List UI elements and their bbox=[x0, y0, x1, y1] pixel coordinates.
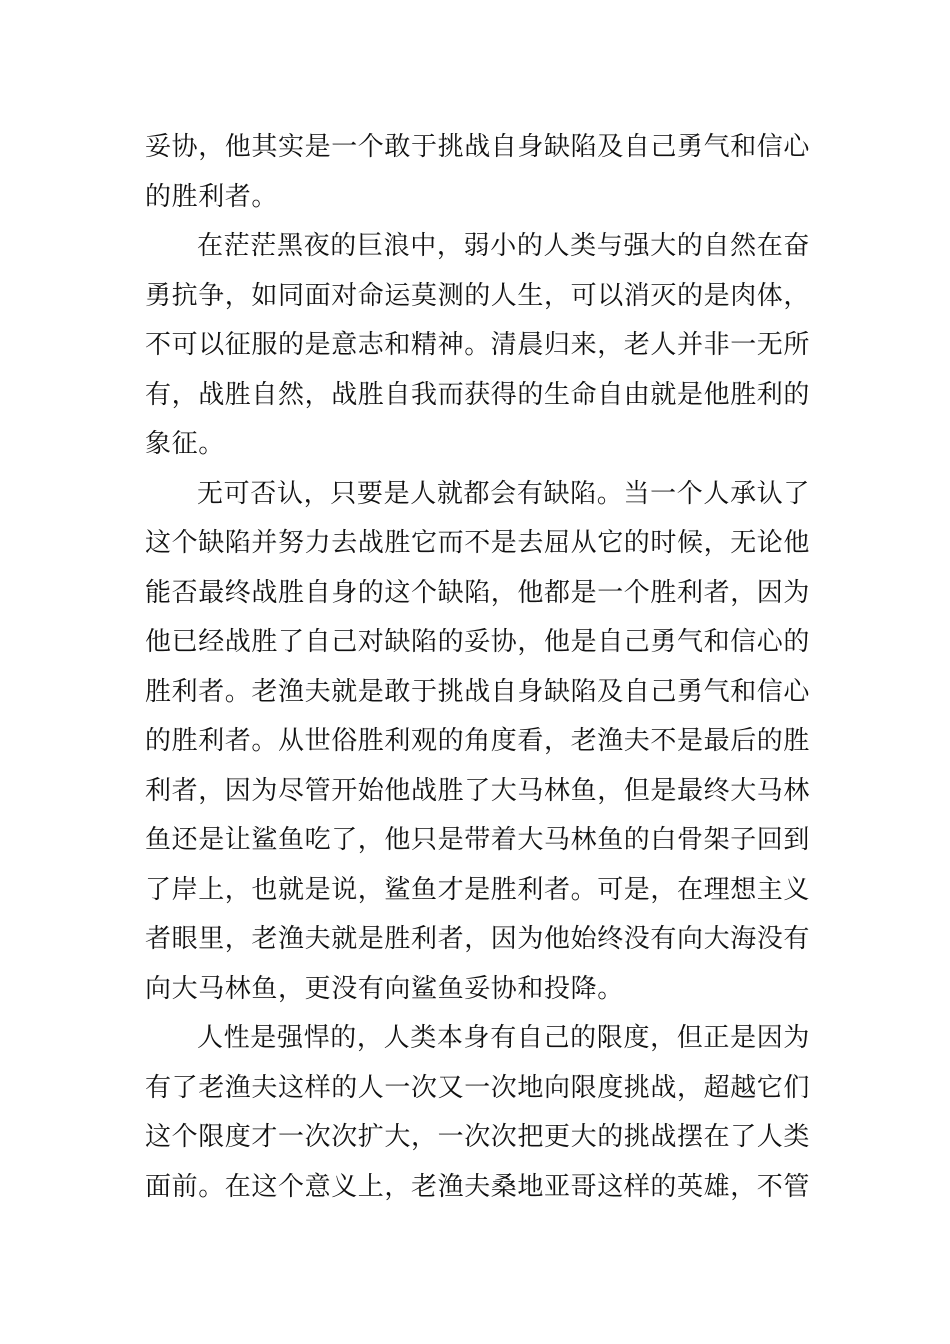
paragraph-struggle: 在茫茫黑夜的巨浪中，弱小的人类与强大的自然在奋勇抗争，如同面对命运莫测的人生，可以消灭的是肉体，不可以征服的是意志和精神。清晨归来，老人并非一无所有，战胜自然，战胜自我而获得的生命自由就是他胜利的象征。 bbox=[145, 231, 811, 459]
body-text bbox=[145, 123, 810, 1212]
paragraph-human-nature: 人性是强悍的，人类本身有自己的限度，但正是因为有了老渔夫这样的人一次又一次地向限度挑战，超越它们这个限度才一次次扩大，一次次把更大的挑战摆在了人类面前。在这个意义上，老渔夫桑地亚哥这样的英雄，不管 bbox=[145, 1023, 811, 1202]
paragraph-defects: 无可否认，只要是人就都会有缺陷。当一个人承认了这个缺陷并努力去战胜它而不是去屈从它的时候，无论他能否最终战胜自身的这个缺陷，他都是一个胜利者，因为他已经战胜了自己对缺陷的妥协，他是自己勇气和信心的胜利者。老渔夫就是敢于挑战自身缺陷及自己勇气和信心的胜利者。从世俗胜利观的角度看，老渔夫不是最后的胜利者，因为尽管开始他战胜了大马林鱼，但是最终大马林鱼还是让鲨鱼吃了，他只是带着大马林鱼的白骨架子回到了岸上，也就是说，鲨鱼才是胜利者。可是，在理想主义者眼里，老渔夫就是胜利者，因为他始终没有向大海没有向大马林鱼，更没有向鲨鱼妥协和投降。 bbox=[145, 478, 811, 1004]
paragraph-continuation: 妥协，他其实是一个敢于挑战自身缺陷及自己勇气和信心的胜利者。 bbox=[145, 132, 811, 212]
